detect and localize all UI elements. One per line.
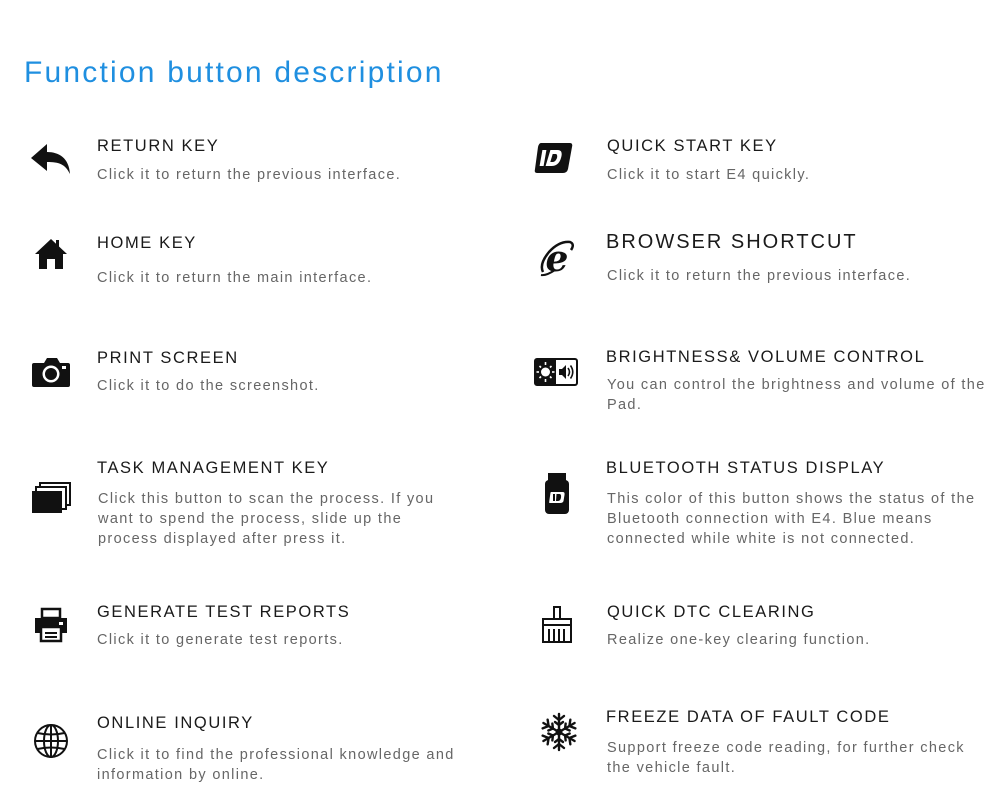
quick-start-desc: Click it to start E4 quickly.: [607, 167, 811, 183]
svg-text:e: e: [545, 238, 569, 278]
printer-icon[interactable]: [29, 603, 73, 647]
freeze-data-title: FREEZE DATA OF FAULT CODE: [606, 708, 891, 726]
print-screen-title: PRINT SCREEN: [97, 349, 239, 367]
browser-icon[interactable]: [535, 236, 579, 280]
freeze-data-desc: Support freeze code reading, for further check the vehicle fault.: [607, 740, 965, 776]
brightness-volume-icon[interactable]: [533, 350, 579, 394]
snowflake-icon[interactable]: [537, 710, 581, 754]
home-key-title: HOME KEY: [97, 234, 197, 252]
broom-icon[interactable]: [535, 603, 579, 647]
quick-start-title: QUICK START KEY: [607, 137, 778, 155]
brightness-volume-title: BRIGHTNESS& VOLUME CONTROL: [606, 348, 926, 366]
return-key-title: RETURN KEY: [97, 137, 220, 155]
dtc-clearing-desc: Realize one-key clearing function.: [607, 632, 871, 648]
task-management-title: TASK MANAGEMENT KEY: [97, 459, 330, 477]
return-arrow-icon[interactable]: [29, 136, 73, 180]
globe-icon[interactable]: [29, 719, 73, 763]
bluetooth-status-title: BLUETOOTH STATUS DISPLAY: [606, 459, 886, 477]
camera-icon[interactable]: [29, 350, 73, 394]
quick-start-icon[interactable]: [531, 136, 575, 180]
test-reports-desc: Click it to generate test reports.: [97, 632, 344, 648]
brightness-volume-desc: You can control the brightness and volume of the Pad.: [607, 377, 986, 413]
browser-shortcut-desc: Click it to return the previous interface.: [607, 268, 912, 284]
task-stack-icon[interactable]: [29, 476, 73, 520]
page-title: Function button description: [24, 56, 444, 89]
task-management-desc: Click this button to scan the process. If you want to spend the process, slide up the process displayed after press it.: [98, 491, 435, 547]
test-reports-title: GENERATE TEST REPORTS: [97, 603, 351, 621]
online-inquiry-desc: Click it to find the professional knowledge and information by online.: [97, 747, 455, 783]
bluetooth-dongle-icon: [535, 472, 579, 516]
return-key-desc: Click it to return the previous interface.: [97, 167, 402, 183]
bluetooth-status-desc: This color of this button shows the status of the Bluetooth connection with E4. Blue means connected while white is not connected.: [607, 491, 976, 547]
dtc-clearing-title: QUICK DTC CLEARING: [607, 603, 816, 621]
online-inquiry-title: ONLINE INQUIRY: [97, 714, 254, 732]
home-icon[interactable]: [29, 232, 73, 276]
print-screen-desc: Click it to do the screenshot.: [97, 378, 320, 394]
browser-shortcut-title: BROWSER SHORTCUT: [606, 231, 858, 253]
home-key-desc: Click it to return the main interface.: [97, 270, 373, 286]
